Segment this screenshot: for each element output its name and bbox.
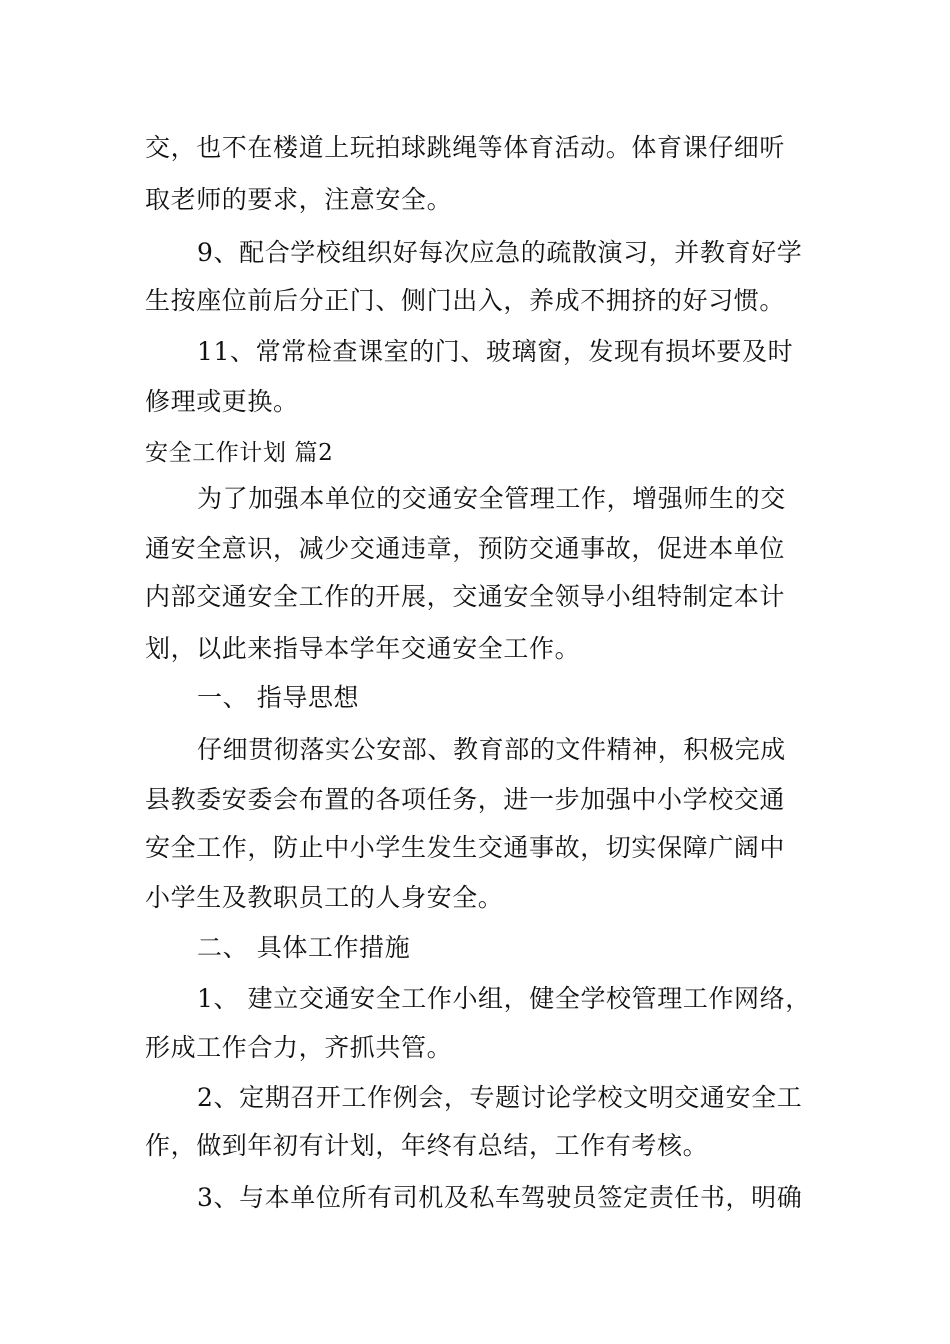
section-title: 安全工作计划 篇2	[145, 440, 334, 466]
body-text-line: 小学生及教职员工的人身安全。	[145, 883, 504, 912]
body-text-line: 11、常常检查课室的门、玻璃窗，发现有损坏要及时	[197, 337, 794, 366]
body-text-line: 3、与本单位所有司机及私车驾驶员签定责任书，明确	[197, 1183, 803, 1212]
body-text-line: 县教委安委会布置的各项任务，进一步加强中小学校交通	[145, 785, 786, 814]
body-text-line: 生按座位前后分正门、侧门出入，养成不拥挤的好习惯。	[145, 286, 786, 315]
body-text-line: 作，做到年初有计划，年终有总结，工作有考核。	[145, 1131, 709, 1160]
body-text-line: 仔细贯彻落实公安部、教育部的文件精神，积极完成	[197, 735, 786, 764]
body-text-line: 内部交通安全工作的开展，交通安全领导小组特制定本计	[145, 582, 786, 611]
subheading: 二、 具体工作措施	[197, 933, 411, 962]
body-text-line: 交，也不在楼道上玩拍球跳绳等体育活动。体育课仔细听	[145, 133, 786, 162]
body-text-line: 通安全意识，减少交通违章，预防交通事故，促进本单位	[145, 534, 786, 563]
body-text-line: 形成工作合力，齐抓共管。	[145, 1033, 453, 1062]
subheading: 一、 指导思想	[197, 683, 360, 712]
body-text-line: 1、 建立交通安全工作小组，健全学校管理工作网络，	[197, 984, 811, 1013]
body-text-line: 划，以此来指导本学年交通安全工作。	[145, 634, 581, 663]
body-text-line: 安全工作，防止中小学生发生交通事故，切实保障广阔中	[145, 833, 786, 862]
body-text-line: 为了加强本单位的交通安全管理工作，增强师生的交	[197, 484, 786, 513]
body-text-line: 取老师的要求，注意安全。	[145, 185, 453, 214]
body-text-line: 修理或更换。	[145, 387, 299, 416]
body-text-line: 2、定期召开工作例会，专题讨论学校文明交通安全工	[197, 1083, 803, 1112]
body-text-line: 9、配合学校组织好每次应急的疏散演习，并教育好学	[197, 238, 803, 267]
